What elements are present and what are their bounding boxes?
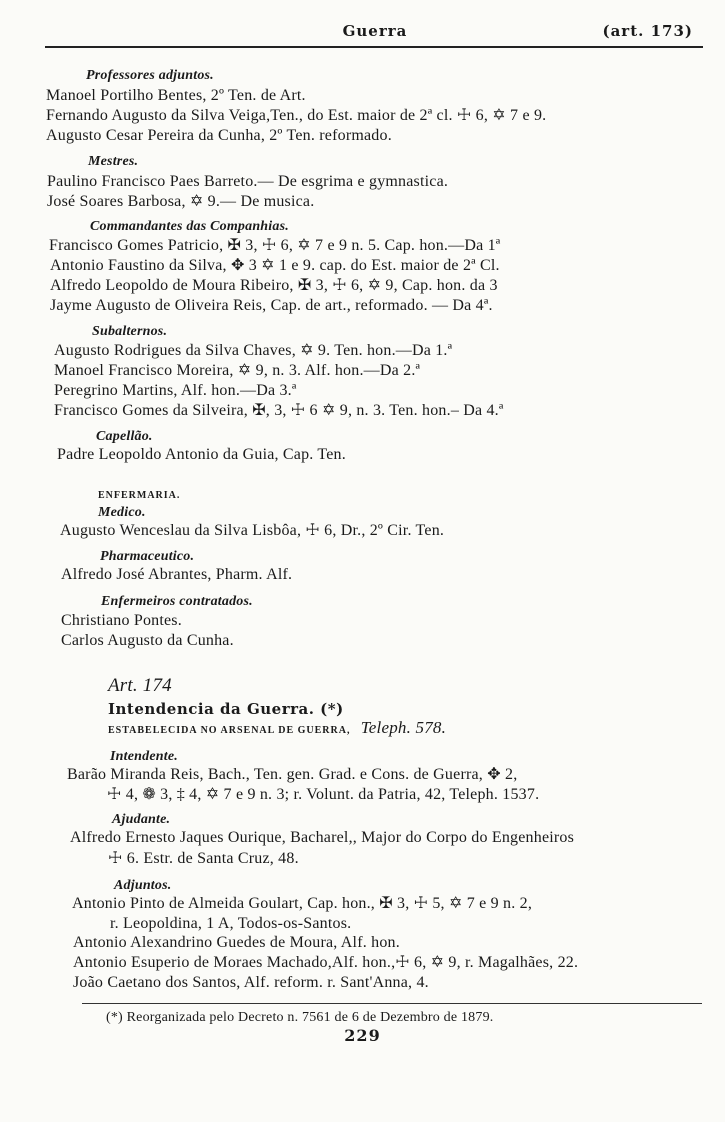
entry-line: José Soares Barbosa, ✡ 9.— De musica. — [47, 193, 315, 210]
subheading-commandantes: Commandantes das Companhias. — [90, 219, 289, 234]
header-rule — [45, 46, 703, 48]
subheading-adjuntos: Adjuntos. — [114, 878, 172, 893]
subheading-subalternos: Subalternos. — [92, 324, 168, 339]
entry-line: Peregrino Martins, Alf. hon.—Da 3.ª — [54, 382, 297, 399]
entry-line: Carlos Augusto da Cunha. — [61, 632, 234, 649]
entry-line: Alfredo José Abrantes, Pharm. Alf. — [61, 566, 293, 583]
footnote: (*) Reorganizada pelo Decreto n. 7561 de 6 de Dezembro de 1879. — [106, 1010, 494, 1025]
entry-line: Paulino Francisco Paes Barreto.— De esgrima e gymnastica. — [47, 173, 449, 190]
entry-line: Fernando Augusto da Silva Veiga,Ten., do Est. maior de 2ª cl. ☩ 6, ✡ 7 e 9. — [46, 107, 547, 124]
subheading-ajudante: Ajudante. — [112, 812, 171, 827]
entry-line: Barão Miranda Reis, Bach., Ten. gen. Grad. e Cons. de Guerra, ✥ 2, — [67, 766, 518, 783]
subheading-intendente: Intendente. — [110, 749, 178, 764]
entry-line: ☩ 4, ❁ 3, ‡ 4, ✡ 7 e 9 n. 3; r. Volunt. da Patria, 42, Teleph. 1537. — [107, 786, 540, 803]
entry-line: Augusto Wenceslau da Silva Lisbôa, ☩ 6, Dr., 2º Cir. Ten. — [60, 522, 445, 539]
telephone-number: Teleph. 578. — [360, 718, 447, 737]
entry-line: Antonio Pinto de Almeida Goulart, Cap. hon., ✠ 3, ☩ 5, ✡ 7 e 9 n. 2, — [72, 895, 533, 912]
entry-line: Christiano Pontes. — [61, 612, 182, 629]
entry-line: Manoel Portilho Bentes, 2º Ten. de Art. — [46, 87, 306, 104]
page-header — [45, 22, 705, 44]
entry-line: Jayme Augusto de Oliveira Reis, Cap. de art., reformado. — Da 4ª. — [50, 297, 493, 314]
entry-line: Alfredo Ernesto Jaques Ourique, Bacharel,, Major do Corpo do Engenheiros — [70, 829, 575, 846]
subheading-medico: Medico. — [98, 505, 146, 520]
entry-line: Augusto Rodrigues da Silva Chaves, ✡ 9. Ten. hon.—Da 1.ª — [54, 342, 453, 359]
section-heading-intendencia: Intendencia da Guerra. (*) — [108, 700, 344, 718]
entry-line: Manoel Francisco Moreira, ✡ 9, n. 3. Alf. hon.—Da 2.ª — [54, 362, 421, 379]
subheading-professores: Professores adjuntos. — [86, 68, 214, 83]
article-ref: (art. 173) — [602, 22, 693, 40]
section-heading-enfermaria: ENFERMARIA. — [98, 490, 181, 501]
entry-line: r. Leopoldina, 1 A, Todos-os-Santos. — [110, 915, 352, 932]
subheading-pharmaceutico: Pharmaceutico. — [100, 549, 195, 564]
entry-line: ☩ 6. Estr. de Santa Cruz, 48. — [108, 850, 299, 867]
page-number: 229 — [344, 1026, 381, 1045]
subheading-capellao: Capellão. — [96, 429, 153, 444]
established-text: ESTABELECIDA NO ARSENAL DE GUERRA, — [108, 725, 351, 736]
subheading-enfermeiros: Enfermeiros contratados. — [101, 594, 253, 609]
running-title: Guerra — [342, 22, 408, 40]
entry-line: Francisco Gomes Patricio, ✠ 3, ☩ 6, ✡ 7 e 9 n. 5. Cap. hon.—Da 1ª — [49, 237, 501, 254]
entry-line: Francisco Gomes da Silveira, ✠, 3, ☩ 6 ✡ 9, n. 3. Ten. hon.– Da 4.ª — [54, 402, 504, 419]
entry-line: Antonio Alexandrino Guedes de Moura, Alf. hon. — [73, 934, 400, 951]
entry-line: Padre Leopoldo Antonio da Guia, Cap. Ten. — [57, 446, 346, 463]
footnote-rule — [82, 1003, 702, 1004]
established-line — [108, 718, 446, 741]
entry-line: Antonio Esuperio de Moraes Machado,Alf. hon.,☩ 6, ✡ 9, r. Magalhães, 22. — [73, 954, 579, 971]
entry-line: Alfredo Leopoldo de Moura Ribeiro, ✠ 3, ☩ 6, ✡ 9, Cap. hon. da 3 — [50, 277, 498, 294]
entry-line: Antonio Faustino da Silva, ✥ 3 ✡ 1 e 9. cap. do Est. maior de 2ª Cl. — [50, 257, 500, 274]
entry-line: João Caetano dos Santos, Alf. reform. r. Sant'Anna, 4. — [73, 974, 429, 991]
article-label: Art. 174 — [108, 675, 172, 696]
subheading-mestres: Mestres. — [88, 154, 139, 169]
entry-line: Augusto Cesar Pereira da Cunha, 2º Ten. reformado. — [46, 127, 392, 144]
